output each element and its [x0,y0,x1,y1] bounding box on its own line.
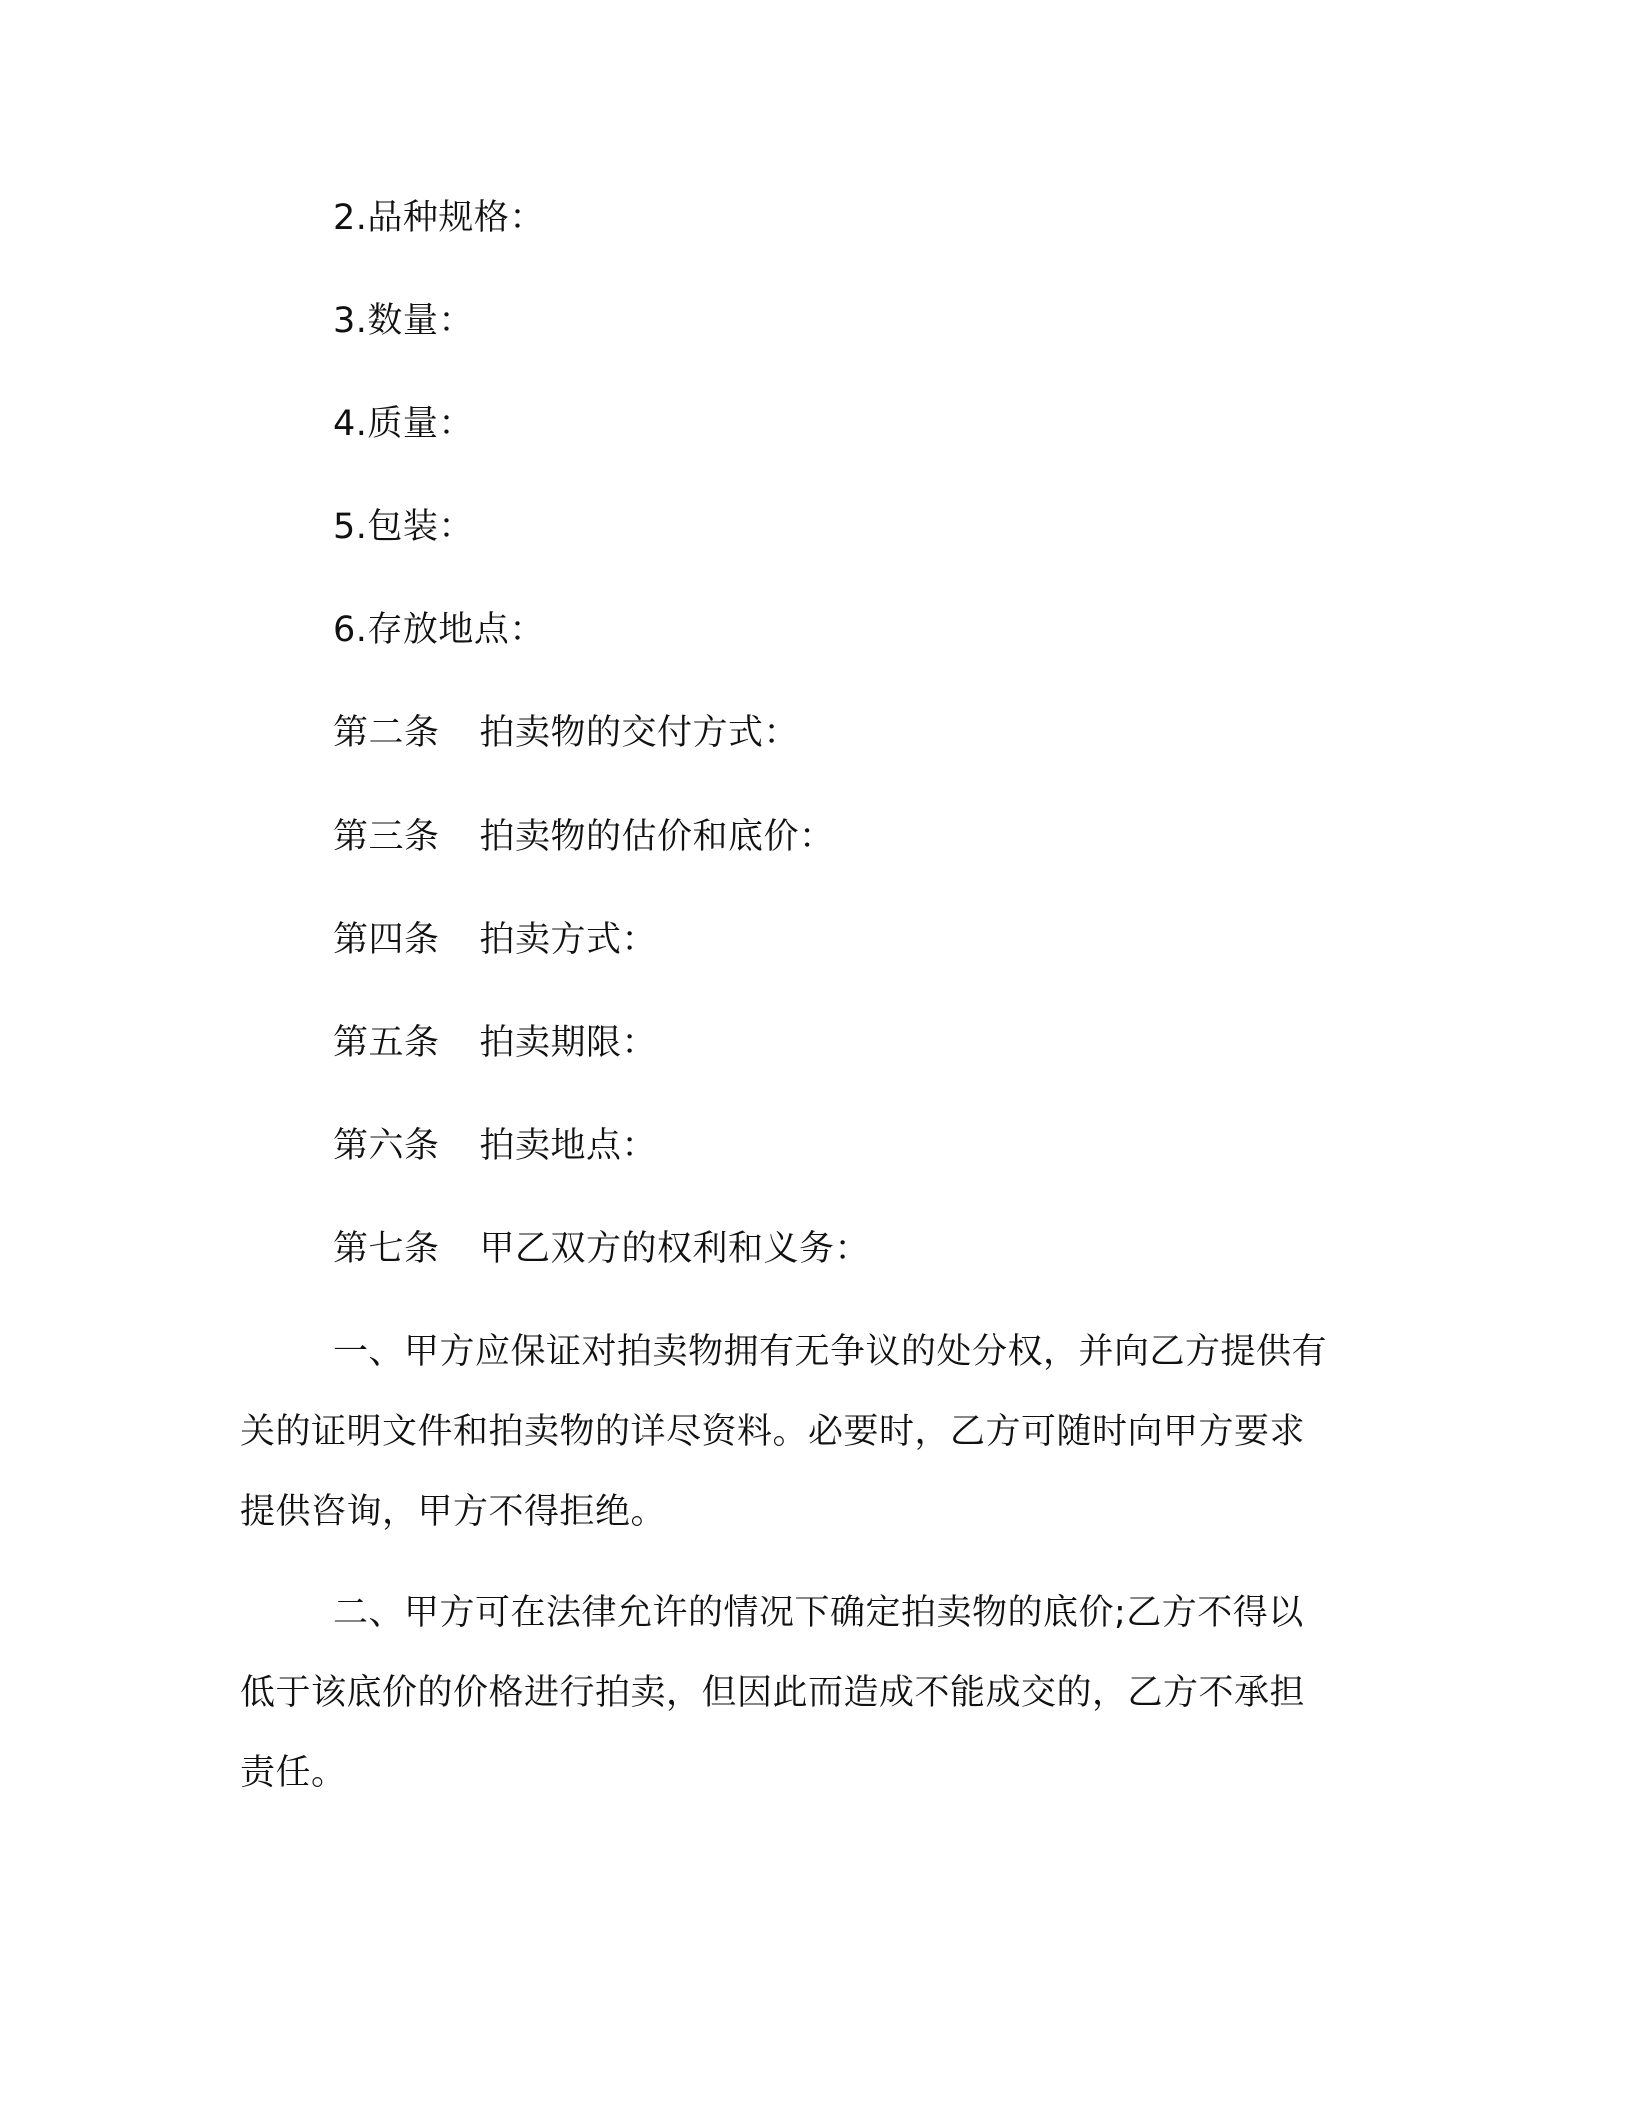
article-title: 拍卖地点： [479,1126,658,1166]
item-text: 2.品种规格： [333,198,545,238]
item-text: 6.存放地点： [333,610,545,650]
article-2 [333,711,799,755]
article-4 [333,918,657,962]
item-variety-spec [333,196,545,240]
article-title: 拍卖物的交付方式： [479,713,800,753]
item-text: 4.质量： [333,404,474,444]
article-number: 第三条 [333,817,440,857]
item-quantity [333,299,474,343]
article-number: 第四条 [333,920,440,960]
clause-line: 二、甲方可在法律允许的情况下确定拍卖物的底价;乙方不得以 [333,1593,1304,1633]
article-number: 第六条 [333,1126,440,1166]
clause-line: 责任。 [240,1753,347,1793]
item-packaging [333,505,474,549]
article-number: 第七条 [333,1229,440,1269]
article-title: 拍卖期限： [479,1023,658,1063]
article-title: 甲乙双方的权利和义务： [479,1229,871,1269]
clause-line: 关的证明文件和拍卖物的详尽资料。必要时，乙方可随时向甲方要求 [240,1412,1306,1452]
item-quality [333,402,474,446]
article-3 [333,815,835,859]
article-7 [333,1227,870,1271]
article-number: 第五条 [333,1023,440,1063]
article-6 [333,1124,657,1168]
clause-2 [240,1573,1380,1813]
clause-1 [240,1312,1380,1552]
article-title: 拍卖方式： [479,920,658,960]
article-number: 第二条 [333,713,440,753]
item-storage-location [333,608,545,652]
clause-line: 提供咨询，甲方不得拒绝。 [240,1492,667,1532]
item-text: 3.数量： [333,301,474,341]
article-5 [333,1021,657,1065]
clause-line: 低于该底价的价格进行拍卖，但因此而造成不能成交的，乙方不承担 [240,1673,1306,1713]
article-title: 拍卖物的估价和底价： [479,817,835,857]
item-text: 5.包装： [333,507,474,547]
clause-line: 一、甲方应保证对拍卖物拥有无争议的处分权，并向乙方提供有 [333,1332,1328,1372]
